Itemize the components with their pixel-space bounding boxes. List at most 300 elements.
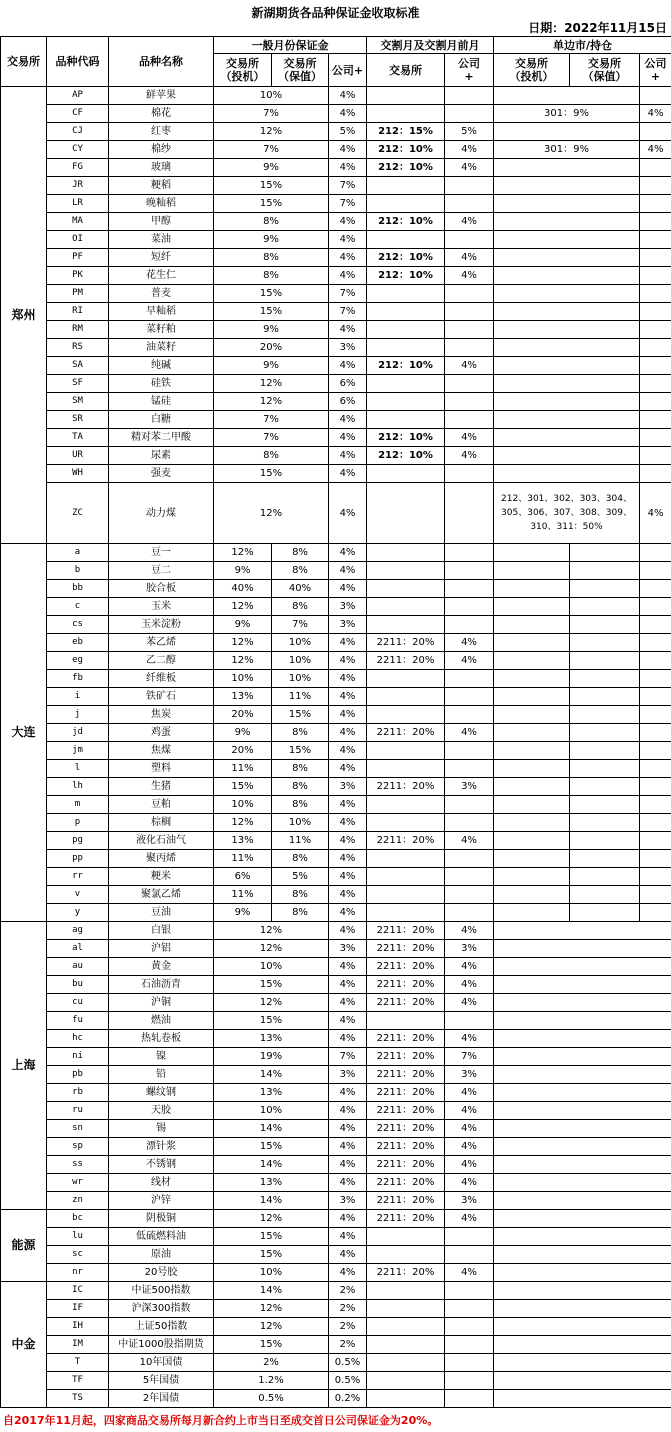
single-ex-cell xyxy=(494,195,640,213)
single-company-cell xyxy=(640,634,671,652)
single-company-cell xyxy=(640,886,671,904)
single-ex-cell xyxy=(494,231,640,249)
code-cell: j xyxy=(47,706,109,724)
company-margin-cell: 4% xyxy=(329,1264,367,1282)
single-spec-cell xyxy=(494,634,570,652)
code-cell: i xyxy=(47,688,109,706)
single-spec-cell xyxy=(494,814,570,832)
single-hedge-cell xyxy=(570,670,640,688)
code-cell: zn xyxy=(47,1192,109,1210)
table-row xyxy=(1,1354,671,1372)
single-spec-cell xyxy=(494,1372,570,1390)
name-cell: 沪锌 xyxy=(109,1192,214,1210)
code-cell: ss xyxy=(47,1156,109,1174)
table-row xyxy=(1,1138,671,1156)
spec-margin-cell: 12% xyxy=(214,940,329,958)
table-row xyxy=(1,724,671,742)
delivery-ex-cell xyxy=(367,616,445,634)
delivery-ex-cell: 212：10% xyxy=(367,429,445,447)
delivery-company-cell: 4% xyxy=(445,447,494,465)
code-cell: IC xyxy=(47,1282,109,1300)
single-hedge-cell xyxy=(570,1048,640,1066)
delivery-company-cell: 4% xyxy=(445,159,494,177)
table-row xyxy=(1,1210,671,1228)
single-hedge-cell xyxy=(570,1084,640,1102)
single-company-cell xyxy=(640,393,671,411)
single-company-cell xyxy=(640,465,671,483)
single-company-cell xyxy=(640,1156,671,1174)
single-company-cell xyxy=(640,1372,671,1390)
single-company-cell xyxy=(640,580,671,598)
table-row xyxy=(1,778,671,796)
company-margin-cell: 4% xyxy=(329,922,367,940)
company-margin-cell: 4% xyxy=(329,1228,367,1246)
delivery-ex-cell xyxy=(367,580,445,598)
spec-margin-cell: 15% xyxy=(214,285,329,303)
header-delivery-company xyxy=(445,54,494,87)
delivery-ex-cell xyxy=(367,544,445,562)
table-row xyxy=(1,1336,671,1354)
delivery-company-cell xyxy=(445,1390,494,1408)
hedge-margin-cell: 8% xyxy=(272,544,329,562)
company-margin-cell: 4% xyxy=(329,249,367,267)
delivery-ex-cell xyxy=(367,904,445,922)
single-ex-cell xyxy=(494,177,640,195)
table-row xyxy=(1,994,671,1012)
header-single-company-text: 公司+ xyxy=(644,57,667,83)
table-row xyxy=(1,976,671,994)
delivery-ex-cell xyxy=(367,105,445,123)
name-cell: 20号胶 xyxy=(109,1264,214,1282)
delivery-company-cell xyxy=(445,1228,494,1246)
company-margin-cell: 4% xyxy=(329,562,367,580)
spec-margin-cell: 9% xyxy=(214,904,272,922)
name-cell: 强麦 xyxy=(109,465,214,483)
single-hedge-cell xyxy=(570,1138,640,1156)
name-cell: 豆二 xyxy=(109,562,214,580)
code-cell: CY xyxy=(47,141,109,159)
single-ex-cell xyxy=(494,429,640,447)
company-margin-cell: 5% xyxy=(329,123,367,141)
single-company-cell xyxy=(640,1120,671,1138)
company-margin-cell: 7% xyxy=(329,285,367,303)
delivery-ex-cell xyxy=(367,850,445,868)
code-cell: pp xyxy=(47,850,109,868)
single-hedge-cell xyxy=(570,1120,640,1138)
company-margin-cell: 4% xyxy=(329,1012,367,1030)
name-cell: 鸡蛋 xyxy=(109,724,214,742)
code-cell: ZC xyxy=(47,483,109,544)
spec-margin-cell: 13% xyxy=(214,832,272,850)
single-hedge-cell xyxy=(570,544,640,562)
header-single-hedge-text: 交易所（保值） xyxy=(582,57,627,83)
delivery-ex-cell: 212：15% xyxy=(367,123,445,141)
delivery-ex-cell: 2211：20% xyxy=(367,1048,445,1066)
name-cell: 鲜苹果 xyxy=(109,87,214,105)
spec-margin-cell: 20% xyxy=(214,339,329,357)
single-hedge-cell xyxy=(570,1390,640,1408)
single-hedge-cell xyxy=(570,562,640,580)
name-cell: 铅 xyxy=(109,1066,214,1084)
delivery-ex-cell: 2211：20% xyxy=(367,634,445,652)
table-row xyxy=(1,850,671,868)
delivery-company-cell: 3% xyxy=(445,1192,494,1210)
code-cell: MA xyxy=(47,213,109,231)
delivery-company-cell: 4% xyxy=(445,1210,494,1228)
single-ex-cell xyxy=(494,465,640,483)
spec-margin-cell: 12% xyxy=(214,922,329,940)
delivery-company-cell xyxy=(445,195,494,213)
company-margin-cell: 4% xyxy=(329,958,367,976)
name-cell: 玻璃 xyxy=(109,159,214,177)
header-code: 品种代码 xyxy=(47,37,109,87)
table-row xyxy=(1,1120,671,1138)
single-company-cell xyxy=(640,760,671,778)
code-cell: SA xyxy=(47,357,109,375)
spec-margin-cell: 12% xyxy=(214,375,329,393)
delivery-ex-cell xyxy=(367,195,445,213)
header-single-spec-text: 交易所（投机） xyxy=(509,57,554,83)
spec-margin-cell: 13% xyxy=(214,1084,329,1102)
delivery-company-cell xyxy=(445,1354,494,1372)
table-row xyxy=(1,339,671,357)
delivery-company-cell xyxy=(445,339,494,357)
table-row xyxy=(1,1156,671,1174)
name-cell: 聚丙烯 xyxy=(109,850,214,868)
spec-margin-cell: 14% xyxy=(214,1282,329,1300)
code-cell: PF xyxy=(47,249,109,267)
delivery-company-cell xyxy=(445,393,494,411)
single-spec-cell xyxy=(494,1336,570,1354)
spec-margin-cell: 10% xyxy=(214,670,272,688)
delivery-ex-cell xyxy=(367,339,445,357)
table-row xyxy=(1,958,671,976)
single-spec-cell xyxy=(494,562,570,580)
delivery-ex-cell: 2211：20% xyxy=(367,1084,445,1102)
name-cell: 热轧卷板 xyxy=(109,1030,214,1048)
single-hedge-cell xyxy=(570,652,640,670)
code-cell: lh xyxy=(47,778,109,796)
name-cell: 棉花 xyxy=(109,105,214,123)
name-cell: 原油 xyxy=(109,1246,214,1264)
single-company-cell: 4% xyxy=(640,483,671,544)
delivery-ex-cell xyxy=(367,742,445,760)
table-row xyxy=(1,706,671,724)
table-row xyxy=(1,1084,671,1102)
single-spec-cell xyxy=(494,940,570,958)
single-spec-cell xyxy=(494,580,570,598)
company-margin-cell: 3% xyxy=(329,339,367,357)
delivery-company-cell xyxy=(445,483,494,544)
delivery-company-cell: 3% xyxy=(445,1066,494,1084)
company-margin-cell: 4% xyxy=(329,447,367,465)
single-spec-cell xyxy=(494,778,570,796)
name-cell: 油菜籽 xyxy=(109,339,214,357)
name-cell: 焦炭 xyxy=(109,706,214,724)
header-delivery-ex: 交易所 xyxy=(367,54,445,87)
table-row xyxy=(1,922,671,940)
spec-margin-cell: 8% xyxy=(214,267,329,285)
delivery-ex-cell xyxy=(367,483,445,544)
single-hedge-cell xyxy=(570,1210,640,1228)
header-company: 公司+ xyxy=(329,54,367,87)
single-company-cell xyxy=(640,940,671,958)
code-cell: UR xyxy=(47,447,109,465)
single-spec-cell xyxy=(494,1246,570,1264)
single-company-cell xyxy=(640,411,671,429)
table-row xyxy=(1,832,671,850)
hedge-margin-cell: 40% xyxy=(272,580,329,598)
company-margin-cell: 4% xyxy=(329,742,367,760)
spec-margin-cell: 1.2% xyxy=(214,1372,329,1390)
single-hedge-cell xyxy=(570,742,640,760)
delivery-ex-cell: 212：10% xyxy=(367,447,445,465)
name-cell: 螺纹钢 xyxy=(109,1084,214,1102)
single-company-cell xyxy=(640,1210,671,1228)
company-margin-cell: 3% xyxy=(329,940,367,958)
delivery-company-cell: 4% xyxy=(445,1030,494,1048)
single-company-cell xyxy=(640,447,671,465)
company-margin-cell: 4% xyxy=(329,760,367,778)
single-hedge-cell xyxy=(570,850,640,868)
delivery-company-cell xyxy=(445,868,494,886)
spec-margin-cell: 11% xyxy=(214,850,272,868)
delivery-ex-cell: 2211：20% xyxy=(367,724,445,742)
code-cell: wr xyxy=(47,1174,109,1192)
hedge-margin-cell: 5% xyxy=(272,868,329,886)
spec-margin-cell: 15% xyxy=(214,778,272,796)
table-row xyxy=(1,1048,671,1066)
delivery-ex-cell: 2211：20% xyxy=(367,1156,445,1174)
header-single-spec xyxy=(494,54,570,87)
delivery-company-cell: 4% xyxy=(445,1264,494,1282)
name-cell: 线材 xyxy=(109,1174,214,1192)
single-ex-cell: 301：9% xyxy=(494,105,640,123)
single-company-cell xyxy=(640,652,671,670)
single-hedge-cell xyxy=(570,1192,640,1210)
code-cell: rb xyxy=(47,1084,109,1102)
delivery-company-cell xyxy=(445,231,494,249)
exchange-cell: 能源 xyxy=(1,1210,47,1282)
delivery-ex-cell xyxy=(367,321,445,339)
code-cell: cu xyxy=(47,994,109,1012)
single-hedge-cell xyxy=(570,1282,640,1300)
single-hedge-cell xyxy=(570,1300,640,1318)
single-company-cell xyxy=(640,177,671,195)
header-name: 品种名称 xyxy=(109,37,214,87)
single-spec-cell xyxy=(494,544,570,562)
single-spec-cell xyxy=(494,1228,570,1246)
single-ex-cell xyxy=(494,159,640,177)
table-row xyxy=(1,411,671,429)
table-row xyxy=(1,303,671,321)
company-margin-cell: 3% xyxy=(329,1066,367,1084)
spec-margin-cell: 14% xyxy=(214,1192,329,1210)
spec-margin-cell: 12% xyxy=(214,814,272,832)
delivery-company-cell: 4% xyxy=(445,724,494,742)
code-cell: WH xyxy=(47,465,109,483)
hedge-margin-cell: 8% xyxy=(272,598,329,616)
company-margin-cell: 7% xyxy=(329,1048,367,1066)
company-margin-cell: 6% xyxy=(329,393,367,411)
single-company-cell xyxy=(640,598,671,616)
name-cell: 上证50指数 xyxy=(109,1318,214,1336)
company-margin-cell: 4% xyxy=(329,1084,367,1102)
name-cell: 红枣 xyxy=(109,123,214,141)
delivery-company-cell xyxy=(445,706,494,724)
delivery-ex-cell: 212：10% xyxy=(367,267,445,285)
single-spec-cell xyxy=(494,1030,570,1048)
delivery-company-cell xyxy=(445,285,494,303)
code-cell: bc xyxy=(47,1210,109,1228)
delivery-company-cell: 5% xyxy=(445,123,494,141)
single-spec-cell xyxy=(494,670,570,688)
header-single-hedge xyxy=(570,54,640,87)
spec-margin-cell: 2% xyxy=(214,1354,329,1372)
name-cell: 沪铝 xyxy=(109,940,214,958)
name-cell: 塑料 xyxy=(109,760,214,778)
code-cell: cs xyxy=(47,616,109,634)
table-row xyxy=(1,940,671,958)
code-cell: TS xyxy=(47,1390,109,1408)
delivery-company-cell: 3% xyxy=(445,940,494,958)
exchange-cell: 上海 xyxy=(1,922,47,1210)
single-ex-cell xyxy=(494,339,640,357)
table-row xyxy=(1,1066,671,1084)
delivery-company-cell: 4% xyxy=(445,1084,494,1102)
delivery-company-cell: 4% xyxy=(445,994,494,1012)
company-margin-cell: 4% xyxy=(329,814,367,832)
table-row xyxy=(1,688,671,706)
spec-margin-cell: 15% xyxy=(214,1228,329,1246)
spec-margin-cell: 19% xyxy=(214,1048,329,1066)
single-ex-cell xyxy=(494,321,640,339)
name-cell: 中证1000股指期货 xyxy=(109,1336,214,1354)
hedge-margin-cell: 8% xyxy=(272,850,329,868)
single-company-cell xyxy=(640,562,671,580)
single-company-cell: 4% xyxy=(640,141,671,159)
delivery-company-cell: 4% xyxy=(445,1156,494,1174)
delivery-company-cell xyxy=(445,375,494,393)
company-margin-cell: 7% xyxy=(329,303,367,321)
single-hedge-cell xyxy=(570,1246,640,1264)
single-spec-cell xyxy=(494,1318,570,1336)
hedge-margin-cell: 7% xyxy=(272,616,329,634)
delivery-ex-cell: 212：10% xyxy=(367,159,445,177)
code-cell: IM xyxy=(47,1336,109,1354)
single-hedge-cell xyxy=(570,1174,640,1192)
table-row xyxy=(1,616,671,634)
delivery-ex-cell xyxy=(367,886,445,904)
single-hedge-cell xyxy=(570,1228,640,1246)
code-cell: pg xyxy=(47,832,109,850)
delivery-company-cell: 4% xyxy=(445,1120,494,1138)
name-cell: 花生仁 xyxy=(109,267,214,285)
delivery-company-cell: 4% xyxy=(445,1102,494,1120)
name-cell: 10年国债 xyxy=(109,1354,214,1372)
single-company-cell xyxy=(640,339,671,357)
delivery-company-cell: 4% xyxy=(445,976,494,994)
header-general: 一般月份保证金 xyxy=(214,37,367,54)
table-row xyxy=(1,285,671,303)
spec-margin-cell: 9% xyxy=(214,562,272,580)
code-cell: v xyxy=(47,886,109,904)
delivery-ex-cell xyxy=(367,1390,445,1408)
table-row xyxy=(1,1390,671,1408)
single-company-cell xyxy=(640,87,671,105)
name-cell: 豆粕 xyxy=(109,796,214,814)
single-hedge-cell xyxy=(570,1354,640,1372)
delivery-ex-cell xyxy=(367,1012,445,1030)
delivery-company-cell xyxy=(445,177,494,195)
single-spec-cell xyxy=(494,706,570,724)
code-cell: rr xyxy=(47,868,109,886)
single-company-cell xyxy=(640,1282,671,1300)
single-spec-cell xyxy=(494,688,570,706)
delivery-ex-cell xyxy=(367,1336,445,1354)
single-spec-cell xyxy=(494,1012,570,1030)
company-margin-cell: 4% xyxy=(329,976,367,994)
spec-margin-cell: 15% xyxy=(214,1336,329,1354)
spec-margin-cell: 12% xyxy=(214,393,329,411)
delivery-ex-cell xyxy=(367,1282,445,1300)
table-row xyxy=(1,1228,671,1246)
company-margin-cell: 4% xyxy=(329,159,367,177)
spec-margin-cell: 14% xyxy=(214,1156,329,1174)
delivery-ex-cell xyxy=(367,1372,445,1390)
table-row xyxy=(1,544,671,562)
table-row xyxy=(1,742,671,760)
name-cell: 玉米淀粉 xyxy=(109,616,214,634)
single-company-cell xyxy=(640,231,671,249)
table-row xyxy=(1,796,671,814)
delivery-ex-cell: 2211：20% xyxy=(367,1120,445,1138)
delivery-ex-cell xyxy=(367,796,445,814)
code-cell: RI xyxy=(47,303,109,321)
delivery-company-cell xyxy=(445,742,494,760)
delivery-company-cell: 4% xyxy=(445,634,494,652)
table-row xyxy=(1,1012,671,1030)
company-margin-cell: 4% xyxy=(329,87,367,105)
delivery-company-cell: 4% xyxy=(445,213,494,231)
delivery-ex-cell xyxy=(367,375,445,393)
company-margin-cell: 4% xyxy=(329,868,367,886)
code-cell: sn xyxy=(47,1120,109,1138)
single-company-cell xyxy=(640,832,671,850)
single-company-cell xyxy=(640,1228,671,1246)
single-company-cell xyxy=(640,1192,671,1210)
delivery-ex-cell: 2211：20% xyxy=(367,976,445,994)
spec-margin-cell: 12% xyxy=(214,483,329,544)
name-cell: 聚氯乙烯 xyxy=(109,886,214,904)
single-hedge-cell xyxy=(570,688,640,706)
header-ex-hedge-text: 交易所（保值） xyxy=(278,57,322,83)
name-cell: 镍 xyxy=(109,1048,214,1066)
single-ex-cell xyxy=(494,393,640,411)
company-margin-cell: 2% xyxy=(329,1282,367,1300)
spec-margin-cell: 9% xyxy=(214,724,272,742)
table-row xyxy=(1,213,671,231)
code-cell: sc xyxy=(47,1246,109,1264)
company-margin-cell: 0.5% xyxy=(329,1354,367,1372)
company-margin-cell: 2% xyxy=(329,1336,367,1354)
spec-margin-cell: 12% xyxy=(214,634,272,652)
single-spec-cell xyxy=(494,1300,570,1318)
single-ex-cell xyxy=(494,249,640,267)
delivery-company-cell xyxy=(445,1372,494,1390)
spec-margin-cell: 9% xyxy=(214,357,329,375)
spec-margin-cell: 12% xyxy=(214,598,272,616)
